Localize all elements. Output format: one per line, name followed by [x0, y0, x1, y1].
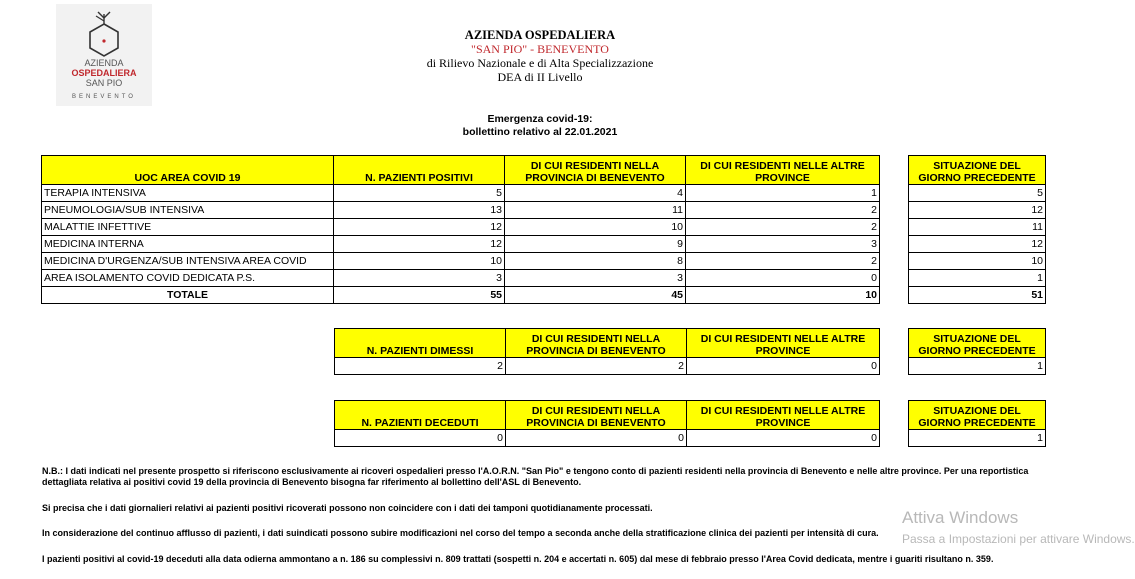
row-benevento: 8 [505, 253, 686, 270]
header-residents-other: DI CUI RESIDENTI NELLE ALTRE PROVINCE [687, 329, 880, 358]
previous-total: 51 [909, 287, 1046, 304]
note-modifications: In considerazione del continuo afflusso di pazienti, i dati suindicati possono subire modificazioni nel corso del tempo a seconda anche della stratificazione clinica dei pazienti per intensità di cura. [42, 528, 879, 538]
note-deceased-summary: I pazienti positivi al covid-19 deceduti alla data odierna ammontano a n. 186 su complessivi n. 809 trattati (sospetti n. 204 e accertati n. 605) dal mese di febbraio presso l'Area Covid dedicata, mentre i guariti risultano n. 359. [42, 554, 994, 564]
hospital-logo [56, 4, 152, 106]
discharged-benevento: 2 [506, 358, 687, 375]
document-header [340, 28, 740, 84]
previous-value: 10 [909, 253, 1046, 270]
table-row [42, 219, 880, 236]
row-positive: 5 [334, 185, 505, 202]
header-residents-benevento: DI CUI RESIDENTI NELLA PROVINCIA DI BENEVENTO [505, 156, 686, 185]
table-row [42, 270, 880, 287]
row-positive: 3 [334, 270, 505, 287]
header-previous-day: SITUAZIONE DEL GIORNO PRECEDENTE [909, 401, 1046, 430]
discharged-previous-day-table [908, 328, 1046, 375]
header-hospital-name: "SAN PIO" - BENEVENTO [471, 42, 609, 56]
previous-value: 1 [909, 270, 1046, 287]
row-benevento: 4 [505, 185, 686, 202]
row-positive: 10 [334, 253, 505, 270]
hexagon-logo-icon [86, 10, 122, 56]
discharged-count: 2 [335, 358, 506, 375]
note-nb: N.B.: I dati indicati nel presente prospetto si riferiscono esclusivamente ai ricoveri ospedalieri presso l'A.O.R.N. "San Pio" e tengono conto di pazienti residenti nella provincia di Benevento e nelle altre province. Per una reportistica dettagliata relativa ai positivi covid 19 della provincia di Benevento bisogna far riferimento al bollettino dell'ASL di Benevento. [42, 466, 1029, 487]
header-description: di Rilievo Nazionale e di Alta Specializzazione [426, 56, 654, 70]
header-residents-benevento: DI CUI RESIDENTI NELLA PROVINCIA DI BENEVENTO [506, 401, 687, 430]
table-row [42, 236, 880, 253]
row-benevento: 10 [505, 219, 686, 236]
positive-previous-day-table [908, 155, 1046, 304]
row-positive: 13 [334, 202, 505, 219]
row-other: 3 [686, 236, 880, 253]
total-label: TOTALE [42, 287, 334, 304]
total-benevento: 45 [505, 287, 686, 304]
header-residents-other: DI CUI RESIDENTI NELLE ALTRE PROVINCE [687, 401, 880, 430]
deceased-benevento: 0 [506, 430, 687, 447]
logo-text-benevento: BENEVENTO [72, 94, 136, 100]
logo-text-azienda: AZIENDA [84, 58, 124, 68]
row-label: PNEUMOLOGIA/SUB INTENSIVA [42, 202, 334, 219]
table-row [42, 253, 880, 270]
table-row [42, 202, 880, 219]
previous-value: 12 [909, 202, 1046, 219]
note-tamponi: Si precisa che i dati giornalieri relativi ai pazienti positivi ricoverati possono non coincidere con i dati dei tamponi quotidianamente processati. [42, 503, 653, 513]
table-row [42, 185, 880, 202]
previous-value: 5 [909, 185, 1046, 202]
total-row [42, 287, 880, 304]
bulletin-title: Emergenza covid-19: [487, 113, 593, 125]
discharged-patients-table [334, 328, 880, 375]
header-uoc-area: UOC AREA COVID 19 [42, 156, 334, 185]
bulletin-title-block [340, 113, 740, 139]
deceased-count: 0 [335, 430, 506, 447]
logo-text-ospedaliera: OSPEDALIERA [71, 68, 137, 78]
header-previous-day: SITUAZIONE DEL GIORNO PRECEDENTE [909, 156, 1046, 185]
discharged-other: 0 [687, 358, 880, 375]
activation-watermark-title: Attiva Windows [902, 508, 1019, 527]
header-positive-patients: N. PAZIENTI POSITIVI [334, 156, 505, 185]
row-positive: 12 [334, 219, 505, 236]
bulletin-subtitle: bollettino relativo al 22.01.2021 [462, 126, 618, 138]
row-positive: 12 [334, 236, 505, 253]
header-deceased: N. PAZIENTI DECEDUTI [335, 401, 506, 430]
header-title: AZIENDA OSPEDALIERA [464, 28, 616, 42]
row-label: MEDICINA D'URGENZA/SUB INTENSIVA AREA COVID [42, 253, 334, 270]
header-level: DEA di II Livello [497, 70, 583, 84]
total-other: 10 [686, 287, 880, 304]
row-label: MEDICINA INTERNA [42, 236, 334, 253]
positive-patients-table [41, 155, 880, 304]
row-benevento: 11 [505, 202, 686, 219]
previous-value: 11 [909, 219, 1046, 236]
row-label: TERAPIA INTENSIVA [42, 185, 334, 202]
activation-watermark-text: Passa a Impostazioni per attivare Windows. [902, 532, 1135, 546]
row-other: 0 [686, 270, 880, 287]
logo-text-san-pio: SAN PIO [85, 78, 123, 88]
deceased-patients-table [334, 400, 880, 447]
row-other: 2 [686, 219, 880, 236]
deceased-other: 0 [687, 430, 880, 447]
row-other: 2 [686, 202, 880, 219]
total-positive: 55 [334, 287, 505, 304]
row-label: AREA ISOLAMENTO COVID DEDICATA P.S. [42, 270, 334, 287]
deceased-previous-day-table [908, 400, 1046, 447]
row-other: 2 [686, 253, 880, 270]
previous-value: 1 [909, 358, 1046, 375]
previous-value: 12 [909, 236, 1046, 253]
table-header-row [42, 156, 880, 185]
row-benevento: 3 [505, 270, 686, 287]
header-residents-benevento: DI CUI RESIDENTI NELLA PROVINCIA DI BENEVENTO [506, 329, 687, 358]
header-previous-day: SITUAZIONE DEL GIORNO PRECEDENTE [909, 329, 1046, 358]
row-benevento: 9 [505, 236, 686, 253]
row-label: MALATTIE INFETTIVE [42, 219, 334, 236]
previous-value: 1 [909, 430, 1046, 447]
header-discharged: N. PAZIENTI DIMESSI [335, 329, 506, 358]
row-other: 1 [686, 185, 880, 202]
header-residents-other: DI CUI RESIDENTI NELLE ALTRE PROVINCE [686, 156, 880, 185]
